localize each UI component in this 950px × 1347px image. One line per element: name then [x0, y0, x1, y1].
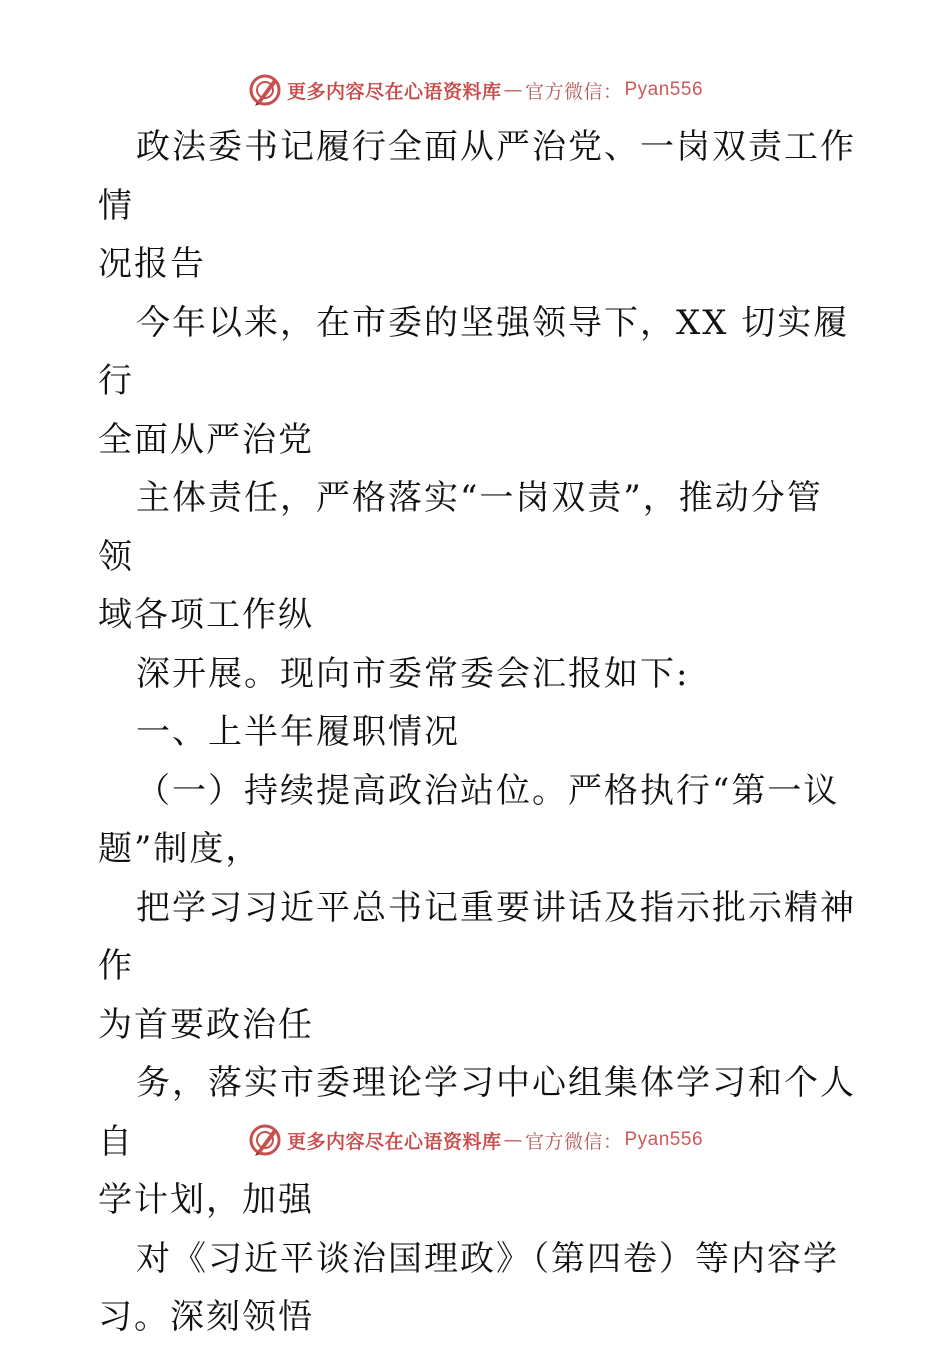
text-line: 把学习习近平总书记重要讲话及指示批示精神作 [98, 887, 856, 986]
pen-logo-icon [247, 1122, 283, 1158]
body-paragraph [98, 879, 858, 1055]
footer-watermark [0, 1120, 950, 1160]
watermark-main-text: 更多内容尽在心语资料库 [286, 80, 502, 103]
body-paragraph [98, 294, 858, 470]
text-line: 习。深刻领悟 [98, 1297, 314, 1337]
text-line: 题”制度， [98, 829, 262, 869]
header-watermark [0, 70, 950, 110]
pen-logo-icon [247, 72, 283, 108]
body-paragraph [98, 645, 858, 704]
text-line: 况报告 [98, 244, 206, 284]
section-heading [98, 703, 858, 762]
title-paragraph [98, 118, 858, 294]
text-line: （一）持续提高政治站位。严格执行“第一议 [136, 770, 840, 811]
watermark-sub-text: 官方微信： [524, 80, 623, 103]
watermark-wechat-id: Pyan556 [624, 79, 704, 100]
watermark-dash: — [503, 79, 523, 101]
body-paragraph [98, 469, 858, 645]
watermark-sub-text: 官方微信： [524, 1130, 623, 1153]
text-line: 政法委书记履行全面从严治党、一岗双责工作情 [98, 127, 856, 226]
text-line: 深开展。现向市委常委会汇报如下: [136, 653, 690, 694]
text-line: 一、上半年履职情况 [136, 712, 460, 752]
document-body [98, 118, 858, 1347]
text-line: 主体责任，严格落实“一岗双责”，推动分管领 [98, 478, 823, 577]
body-paragraph [98, 762, 858, 879]
text-line: 全面从严治党 [98, 419, 314, 460]
watermark-dash: — [503, 1129, 523, 1151]
watermark-wechat-id: Pyan556 [624, 1129, 704, 1150]
text-line: 域各项工作纵 [98, 595, 314, 635]
text-line: 对《习近平谈治国理政》（第四卷）等内容学 [136, 1238, 839, 1279]
text-line: 为首要政治任 [98, 1004, 314, 1045]
text-line: 今年以来，在市委的坚强领导下，XX 切实履行 [98, 302, 850, 401]
text-line: 务，落实市委理论学习中心组集体学习和个人自 [98, 1063, 856, 1162]
body-paragraph [98, 1230, 858, 1347]
text-line: 学计划，加强 [98, 1180, 314, 1220]
watermark-main-text: 更多内容尽在心语资料库 [286, 1130, 502, 1153]
